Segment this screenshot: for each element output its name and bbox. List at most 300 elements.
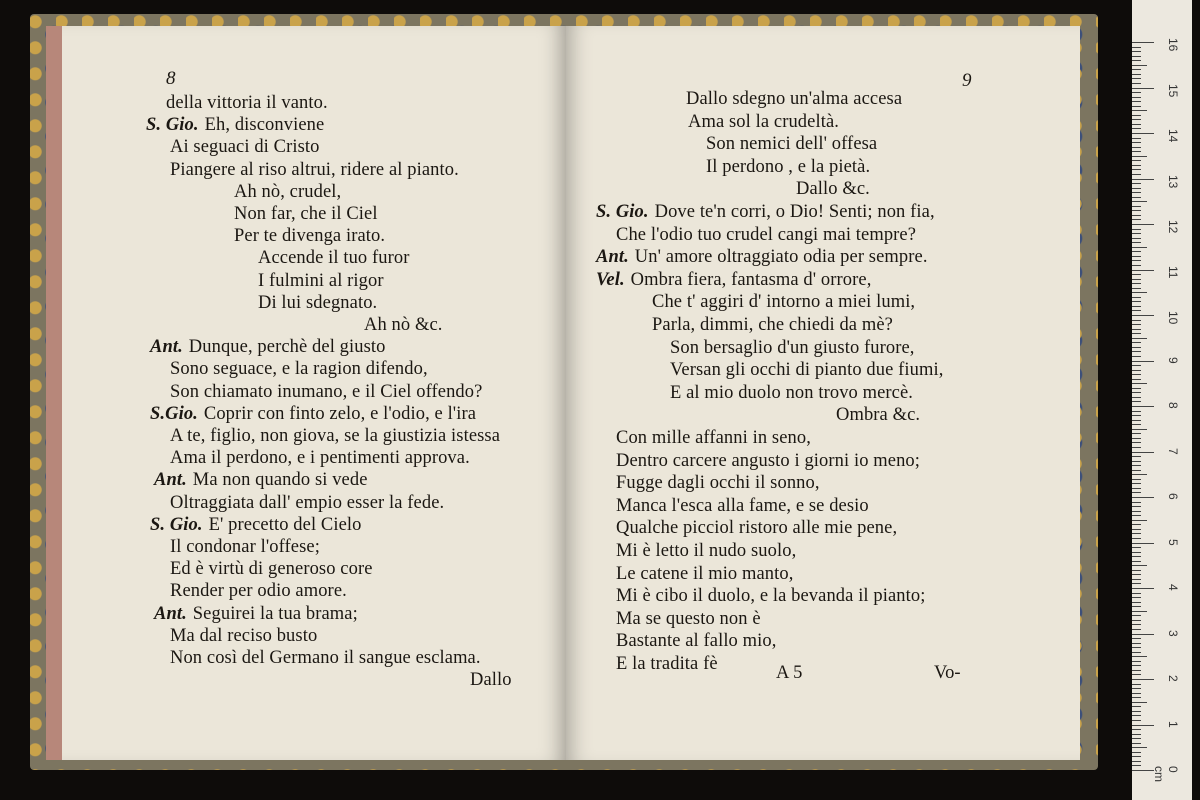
ruler-minor-tick [1132, 256, 1141, 257]
signature-mark: A 5 [776, 663, 803, 683]
page-number: 9 [962, 70, 972, 91]
ruler-label: 7 [1166, 447, 1180, 455]
ruler-minor-tick [1132, 711, 1141, 712]
ruler-minor-tick [1132, 447, 1141, 448]
ruler-minor-tick [1132, 411, 1141, 412]
text-line [154, 469, 368, 491]
ruler-tick [1132, 497, 1154, 498]
text-line [170, 447, 470, 469]
ruler-minor-tick [1132, 388, 1141, 389]
verse-text: I fulmini al rigor [258, 270, 384, 291]
text-line [670, 382, 913, 404]
ruler-minor-tick [1132, 365, 1141, 366]
text-line [616, 585, 925, 607]
ruler-label: 5 [1166, 538, 1180, 546]
verse-text: Il perdono , e la pietà. [706, 156, 871, 177]
ruler-minor-tick [1132, 615, 1141, 616]
speaker-label: Vel. [596, 269, 625, 290]
verse-text: Dunque, perchè del giusto [188, 337, 386, 358]
ruler-tick [1132, 315, 1154, 316]
ruler-minor-tick [1132, 629, 1141, 630]
verse-text: Manca l'esca alla fame, e se desio [616, 495, 869, 516]
ruler-minor-tick [1132, 301, 1141, 302]
ruler-tick [1132, 361, 1154, 362]
ruler-label: 10 [1166, 311, 1180, 325]
text-line [150, 336, 386, 358]
ruler-minor-tick [1132, 174, 1141, 175]
ruler-label: 2 [1166, 675, 1180, 682]
ruler-tick [1132, 770, 1154, 771]
verse-text: A te, figlio, non giova, se la giustizia istessa [170, 426, 501, 446]
ruler-minor-tick [1132, 138, 1141, 139]
ruler-minor-tick [1132, 647, 1141, 648]
verse-text: Ama sol la crudeltà. [688, 111, 839, 132]
verse-text: Di lui sdegnato. [258, 292, 378, 313]
ruler-minor-tick [1132, 292, 1147, 293]
ruler-minor-tick [1132, 706, 1141, 707]
verse-text: Sono seguace, e la ragion difendo, [170, 359, 428, 380]
verse-text: Seguirei la tua brama; [192, 603, 358, 624]
text-line [170, 580, 347, 602]
text-line [166, 92, 328, 114]
text-line [616, 495, 869, 517]
text-line [146, 114, 324, 136]
ruler-minor-tick [1132, 756, 1141, 757]
ruler-minor-tick [1132, 242, 1141, 243]
speaker-label: S. Gio. [146, 115, 199, 136]
text-line [616, 472, 820, 494]
text-line [686, 88, 902, 110]
measurement-ruler [1132, 0, 1192, 800]
ruler-minor-tick [1132, 738, 1141, 739]
verse-text: Che l'odio tuo crudel cangi mai tempre? [616, 224, 917, 245]
ruler-minor-tick [1132, 374, 1141, 375]
ruler-minor-tick [1132, 415, 1141, 416]
ruler-minor-tick [1132, 533, 1141, 534]
ruler-minor-tick [1132, 156, 1147, 157]
verse-text: Ed è virtù di generoso core [170, 559, 373, 580]
ruler-minor-tick [1132, 492, 1141, 493]
ruler-minor-tick [1132, 274, 1141, 275]
text-line [170, 647, 481, 669]
text-line [170, 358, 428, 380]
text-line [234, 203, 378, 225]
verse-text: Non far, che il Ciel [234, 204, 378, 224]
ruler-tick [1132, 133, 1154, 134]
verse-text: Parla, dimmi, che chiedi da mè? [652, 315, 893, 335]
verse-text: Son chiamato inumano, e il Ciel offendo? [170, 381, 483, 402]
ruler-minor-tick [1132, 347, 1141, 348]
ruler-minor-tick [1132, 110, 1147, 111]
verse-text: E la tradita fè [616, 654, 718, 674]
ruler-minor-tick [1132, 729, 1141, 730]
verse-text: Ma dal reciso busto [170, 625, 318, 646]
ruler-minor-tick [1132, 715, 1141, 716]
ruler-label: 0 cm [1152, 766, 1180, 782]
ruler-minor-tick [1132, 693, 1141, 694]
ruler-minor-tick [1132, 611, 1147, 612]
verse-text: Dallo sdegno un'alma accesa [686, 89, 903, 109]
ruler-minor-tick [1132, 652, 1141, 653]
ruler-minor-tick [1132, 260, 1141, 261]
ruler-minor-tick [1132, 65, 1147, 66]
verse-text: Il condonar l'offese; [170, 537, 320, 557]
text-line [170, 625, 317, 647]
verse-text: E al mio duolo non trovo mercè. [670, 382, 914, 403]
verse-text: Piangere al riso altrui, ridere al pianto. [170, 159, 459, 180]
ruler-minor-tick [1132, 684, 1141, 685]
verse-text: Mi è letto il nudo suolo, [616, 541, 797, 561]
text-line [596, 269, 871, 291]
text-line [652, 314, 893, 336]
ruler-label: 8 [1166, 402, 1180, 409]
text-line [616, 450, 920, 472]
speaker-label: Ant. [596, 247, 629, 268]
left-page [62, 26, 567, 760]
verse-text: Ah nò, crudel, [234, 181, 342, 202]
ruler-tick [1132, 406, 1154, 407]
verse-text: Dove te'n corri, o Dio! Senti; non fia, [654, 202, 935, 222]
ruler-minor-tick [1132, 279, 1141, 280]
ruler-label: 4 [1166, 584, 1180, 591]
verse-text: Oltraggiata dall' empio esser la fede. [170, 492, 445, 513]
ruler-minor-tick [1132, 383, 1147, 384]
ruler-minor-tick [1132, 515, 1141, 516]
text-line [170, 136, 319, 158]
ruler-tick [1132, 679, 1154, 680]
ruler-label: 14 [1166, 129, 1180, 143]
ruler-minor-tick [1132, 574, 1141, 575]
ruler-minor-tick [1132, 529, 1141, 530]
ruler-minor-tick [1132, 188, 1141, 189]
catchword: Vo- [934, 663, 961, 683]
verse-text: Qualche picciol ristoro alle mie pene, [616, 518, 898, 539]
ruler-minor-tick [1132, 606, 1141, 607]
ruler-minor-tick [1132, 556, 1141, 557]
ruler-minor-tick [1132, 720, 1141, 721]
ruler-minor-tick [1132, 151, 1141, 152]
ruler-minor-tick [1132, 670, 1141, 671]
ruler-minor-tick [1132, 761, 1141, 762]
ruler-minor-tick [1132, 251, 1141, 252]
ruler-minor-tick [1132, 320, 1141, 321]
ruler-minor-tick [1132, 219, 1141, 220]
verse-text: Mi è cibo il duolo, e la bevanda il pianto; [616, 586, 926, 607]
text-line [154, 603, 358, 625]
ruler-minor-tick [1132, 747, 1147, 748]
ruler-minor-tick [1132, 474, 1147, 475]
ruler-minor-tick [1132, 643, 1141, 644]
text-line [616, 517, 897, 539]
ruler-minor-tick [1132, 638, 1141, 639]
ruler-minor-tick [1132, 106, 1141, 107]
ruler-minor-tick [1132, 688, 1141, 689]
ruler-minor-tick [1132, 119, 1141, 120]
verse-text: Son bersaglio d'un giusto furore, [670, 337, 915, 358]
verse-text: Che t' aggiri d' intorno a miei lumi, [652, 292, 916, 313]
ruler-minor-tick [1132, 552, 1141, 553]
text-line [596, 246, 928, 268]
ruler-label: 3 [1166, 629, 1180, 637]
ruler-minor-tick [1132, 115, 1141, 116]
ruler-minor-tick [1132, 674, 1141, 675]
ruler-tick [1132, 725, 1154, 726]
ruler-minor-tick [1132, 147, 1141, 148]
text-line [258, 292, 377, 314]
verse-text: Accende il tuo furor [258, 248, 410, 269]
ruler-minor-tick [1132, 583, 1141, 584]
ruler-label: 1 [1166, 720, 1180, 728]
text-line [616, 653, 718, 675]
text-line [616, 427, 811, 449]
ruler-minor-tick [1132, 392, 1141, 393]
ruler-minor-tick [1132, 69, 1141, 70]
text-line [170, 558, 373, 580]
ruler-minor-tick [1132, 547, 1141, 548]
ruler-minor-tick [1132, 165, 1141, 166]
ruler-minor-tick [1132, 470, 1141, 471]
ruler-minor-tick [1132, 661, 1141, 662]
ruler-minor-tick [1132, 229, 1141, 230]
ruler-minor-tick [1132, 520, 1147, 521]
ruler-minor-tick [1132, 74, 1141, 75]
verse-text: Un' amore oltraggiato odia per sempre. [634, 247, 928, 268]
text-line [796, 178, 870, 200]
ruler-minor-tick [1132, 620, 1141, 621]
ruler-minor-tick [1132, 597, 1141, 598]
ruler-minor-tick [1132, 456, 1141, 457]
ruler-minor-tick [1132, 433, 1141, 434]
ruler-minor-tick [1132, 206, 1141, 207]
ruler-minor-tick [1132, 752, 1141, 753]
ruler-minor-tick [1132, 101, 1141, 102]
ruler-tick [1132, 588, 1154, 589]
text-line [670, 337, 915, 359]
ruler-minor-tick [1132, 197, 1141, 198]
verse-text: Bastante al fallo mio, [616, 631, 777, 652]
ruler-minor-tick [1132, 461, 1141, 462]
text-line [170, 159, 459, 181]
ruler-minor-tick [1132, 356, 1141, 357]
ruler-minor-tick [1132, 370, 1141, 371]
ruler-minor-tick [1132, 570, 1141, 571]
verse-text: Ah nò &c. [364, 315, 443, 335]
speaker-label: Ant. [150, 337, 183, 358]
ruler-minor-tick [1132, 734, 1141, 735]
ruler-minor-tick [1132, 479, 1141, 480]
ruler-minor-tick [1132, 247, 1147, 248]
verse-text: Dallo [470, 670, 512, 691]
text-line [170, 425, 500, 447]
ruler-minor-tick [1132, 702, 1147, 703]
ruler-minor-tick [1132, 538, 1141, 539]
ruler-tick [1132, 179, 1154, 180]
ruler-minor-tick [1132, 51, 1141, 52]
ruler-minor-tick [1132, 424, 1141, 425]
ruler-minor-tick [1132, 47, 1141, 48]
text-line [706, 156, 870, 178]
ruler-minor-tick [1132, 192, 1141, 193]
ruler-label: 12 [1166, 220, 1180, 234]
ruler-minor-tick [1132, 665, 1141, 666]
speaker-label: Ant. [154, 603, 187, 624]
verse-text: Ombra &c. [836, 405, 921, 426]
ruler-minor-tick [1132, 283, 1141, 284]
verse-text: Coprir con finto zelo, e l'odio, e l'ira [203, 403, 477, 424]
ruler-minor-tick [1132, 233, 1141, 234]
ruler-minor-tick [1132, 524, 1141, 525]
ruler-minor-tick [1132, 333, 1141, 334]
verse-text: Per te divenga irato. [234, 226, 386, 247]
ruler-label: 15 [1166, 83, 1180, 97]
ruler-minor-tick [1132, 442, 1141, 443]
ruler-minor-tick [1132, 169, 1141, 170]
text-line [258, 270, 384, 292]
ruler-label: 6 [1166, 493, 1180, 500]
ruler-minor-tick [1132, 379, 1141, 380]
page-number: 8 [166, 68, 176, 89]
ruler-minor-tick [1132, 565, 1147, 566]
ruler-label: 16 [1166, 38, 1180, 52]
ruler-minor-tick [1132, 83, 1141, 84]
ruler-minor-tick [1132, 342, 1141, 343]
text-line [150, 403, 476, 425]
ruler-tick [1132, 543, 1154, 544]
ruler-label: 9 [1166, 356, 1180, 364]
verse-text: Fugge dagli occhi il sonno, [616, 473, 820, 494]
ruler-minor-tick [1132, 483, 1141, 484]
ruler-tick [1132, 452, 1154, 453]
ruler-minor-tick [1132, 401, 1141, 402]
ruler-tick [1132, 42, 1154, 43]
text-line [170, 381, 482, 403]
verse-text: Con mille affanni in seno, [616, 428, 811, 448]
ruler-minor-tick [1132, 60, 1141, 61]
ruler-minor-tick [1132, 128, 1141, 129]
text-line [616, 224, 916, 246]
ruler-minor-tick [1132, 420, 1141, 421]
ruler-minor-tick [1132, 624, 1141, 625]
ruler-minor-tick [1132, 697, 1141, 698]
verse-text: Son nemici dell' offesa [706, 134, 878, 155]
text-line [616, 630, 776, 652]
verse-text: Dallo &c. [796, 179, 870, 200]
ruler-minor-tick [1132, 142, 1141, 143]
binding-edge [46, 26, 62, 760]
verse-text: Ai seguaci di Cristo [170, 137, 320, 158]
ruler-minor-tick [1132, 656, 1147, 657]
ruler-minor-tick [1132, 56, 1141, 57]
speaker-label: S. Gio. [596, 202, 649, 222]
ruler-label: 11 [1166, 265, 1180, 278]
ruler-minor-tick [1132, 743, 1141, 744]
ruler-minor-tick [1132, 397, 1141, 398]
verse-text: Ama il perdono, e i pentimenti approva. [170, 448, 470, 469]
ruler-minor-tick [1132, 288, 1141, 289]
ruler-minor-tick [1132, 511, 1141, 512]
ruler-minor-tick [1132, 329, 1141, 330]
speaker-label: Ant. [154, 470, 187, 491]
ruler-minor-tick [1132, 92, 1141, 93]
ruler-minor-tick [1132, 593, 1141, 594]
ruler-minor-tick [1132, 506, 1141, 507]
speaker-label: S. Gio. [150, 514, 203, 535]
verse-text: Ombra fiera, fantasma d' orrore, [630, 269, 872, 290]
ruler-minor-tick [1132, 429, 1147, 430]
ruler-minor-tick [1132, 438, 1141, 439]
text-line [706, 133, 877, 155]
text-line [616, 563, 793, 585]
verse-text: Dentro carcere angusto i giorni io meno; [616, 450, 921, 471]
verse-text: Non così del Germano il sangue esclama. [170, 648, 481, 668]
ruler-minor-tick [1132, 215, 1141, 216]
ruler-minor-tick [1132, 338, 1147, 339]
ruler-minor-tick [1132, 488, 1141, 489]
ruler-tick [1132, 270, 1154, 271]
ruler-minor-tick [1132, 502, 1141, 503]
ruler-minor-tick [1132, 561, 1141, 562]
text-line [670, 359, 943, 381]
ruler-minor-tick [1132, 324, 1141, 325]
ruler-minor-tick [1132, 297, 1141, 298]
verse-text: Render per odio amore. [170, 581, 347, 602]
verse-text: Le catene il mio manto, [616, 563, 794, 584]
verse-text: Eh, disconviene [204, 115, 325, 136]
text-line [470, 669, 512, 691]
verse-text: Ma se questo non è [616, 608, 761, 629]
text-line [234, 225, 385, 247]
ruler-minor-tick [1132, 160, 1141, 161]
ruler-tick [1132, 88, 1154, 89]
text-line [170, 536, 320, 558]
ruler-tick [1132, 634, 1154, 635]
right-page [566, 26, 1080, 760]
ruler-minor-tick [1132, 183, 1141, 184]
ruler-minor-tick [1132, 765, 1141, 766]
ruler-minor-tick [1132, 602, 1141, 603]
ruler-minor-tick [1132, 265, 1141, 266]
text-line [616, 540, 796, 562]
text-line [234, 181, 341, 203]
ruler-minor-tick [1132, 306, 1141, 307]
ruler-label: 13 [1166, 174, 1180, 188]
ruler-minor-tick [1132, 310, 1141, 311]
text-line [596, 201, 935, 223]
ruler-minor-tick [1132, 238, 1141, 239]
verse-text: della vittoria il vanto. [166, 93, 328, 113]
text-line [364, 314, 443, 336]
ruler-minor-tick [1132, 465, 1141, 466]
verse-text: E' precetto del Cielo [208, 514, 362, 535]
ruler-minor-tick [1132, 351, 1141, 352]
text-line [258, 247, 409, 269]
text-line [616, 608, 761, 630]
speaker-label: S.Gio. [150, 403, 198, 424]
verse-text: Ma non quando si vede [192, 470, 368, 491]
ruler-minor-tick [1132, 579, 1141, 580]
text-line [688, 111, 839, 133]
text-line [150, 514, 362, 536]
text-line [836, 404, 920, 426]
ruler-minor-tick [1132, 201, 1147, 202]
text-line [652, 291, 915, 313]
text-line [170, 492, 444, 514]
ruler-minor-tick [1132, 124, 1141, 125]
ruler-minor-tick [1132, 78, 1141, 79]
ruler-minor-tick [1132, 210, 1141, 211]
verse-text: Versan gli occhi di pianto due fiumi, [670, 360, 944, 381]
ruler-minor-tick [1132, 97, 1141, 98]
